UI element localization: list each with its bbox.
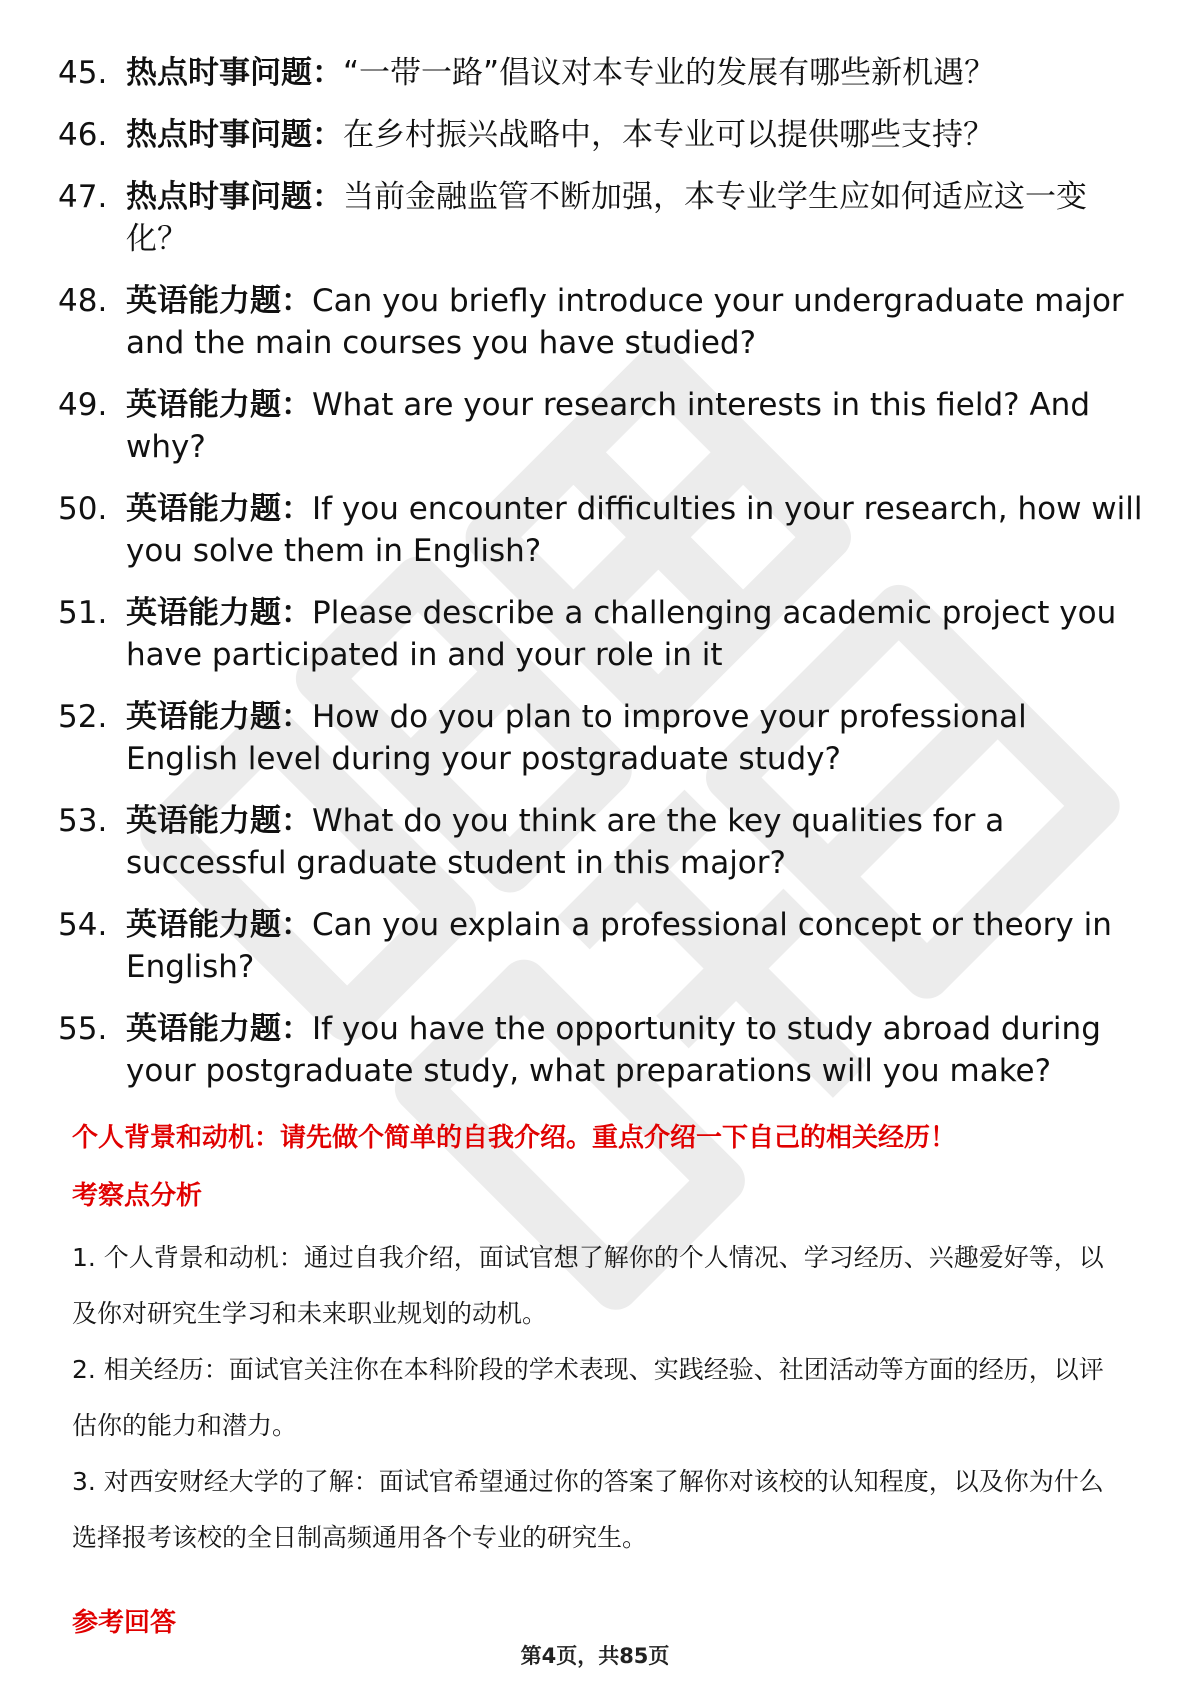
question-category: 英语能力题： <box>126 907 312 943</box>
question-category: 英语能力题： <box>126 491 312 527</box>
page-footer: 第4页，共85页 <box>520 1644 670 1668</box>
question-item <box>58 904 1148 988</box>
analysis-section <box>72 1120 1122 1566</box>
question-item <box>58 800 1148 884</box>
interview-topic: 个人背景和动机：请先做个简单的自我介绍。重点介绍一下自己的相关经历！ <box>72 1123 957 1153</box>
question-number: 53. <box>58 803 108 839</box>
question-category: 英语能力题： <box>126 1011 312 1047</box>
question-item <box>58 696 1148 780</box>
question-category: 英语能力题： <box>126 803 312 839</box>
question-text: Can you briefly introduce your undergraduate major and the main courses you have studied? <box>126 283 1124 361</box>
question-category: 英语能力题： <box>126 387 312 423</box>
question-number: 50. <box>58 491 108 527</box>
question-item <box>58 114 1148 156</box>
question-text: Can you explain a professional concept or theory in English? <box>126 907 1112 985</box>
question-number: 51. <box>58 595 108 631</box>
question-text: If you encounter difficulties in your research, how will you solve them in English? <box>126 491 1143 569</box>
question-text: What are your research interests in this field? And why? <box>126 387 1091 465</box>
question-text: “一带一路”倡议对本专业的发展有哪些新机遇？ <box>343 55 996 91</box>
question-category: 英语能力题： <box>126 699 312 735</box>
question-text: How do you plan to improve your professional English level during your postgraduate study? <box>126 699 1027 777</box>
question-number: 46. <box>58 117 108 153</box>
question-item <box>58 176 1148 260</box>
question-number: 48. <box>58 283 108 319</box>
question-text: What do you think are the key qualities for a successful graduate student in this major? <box>126 803 1005 881</box>
question-category: 热点时事问题： <box>126 117 343 153</box>
question-number: 47. <box>58 179 108 215</box>
question-item <box>58 1008 1148 1092</box>
analysis-point: 1. 个人背景和动机：通过自我介绍，面试官想了解你的个人情况、学习经历、兴趣爱好等，以及你对研究生学习和未来职业规划的动机。 <box>72 1243 1104 1328</box>
question-category: 热点时事问题： <box>126 55 343 91</box>
question-number: 52. <box>58 699 108 735</box>
analysis-point: 3. 对西安财经大学的了解：面试官希望通过你的答案了解你对该校的认知程度，以及你为什么选择报考该校的全日制高频通用各个专业的研究生。 <box>72 1467 1104 1552</box>
question-text: 当前金融监管不断加强，本专业学生应如何适应这一变化？ <box>126 179 1087 257</box>
question-text: If you have the opportunity to study abroad during your postgraduate study, what preparations will you make? <box>126 1011 1101 1089</box>
question-item <box>58 52 1148 94</box>
answer-heading: 参考回答 <box>72 1608 177 1638</box>
analysis-point: 2. 相关经历：面试官关注你在本科阶段的学术表现、实践经验、社团活动等方面的经历，以评估你的能力和潜力。 <box>72 1355 1104 1440</box>
question-number: 55. <box>58 1011 108 1047</box>
question-category: 英语能力题： <box>126 283 312 319</box>
question-item <box>58 280 1148 364</box>
question-list <box>58 52 1148 1112</box>
question-item <box>58 592 1148 676</box>
question-number: 45. <box>58 55 108 91</box>
question-text: 在乡村振兴战略中，本专业可以提供哪些支持？ <box>343 117 994 153</box>
question-item <box>58 488 1148 572</box>
analysis-heading: 考察点分析 <box>72 1181 203 1211</box>
question-text: Please describe a challenging academic project you have participated in and your role in it <box>126 595 1117 673</box>
question-number: 54. <box>58 907 108 943</box>
question-category: 热点时事问题： <box>126 179 343 215</box>
question-number: 49. <box>58 387 108 423</box>
question-category: 英语能力题： <box>126 595 312 631</box>
question-item <box>58 384 1148 468</box>
